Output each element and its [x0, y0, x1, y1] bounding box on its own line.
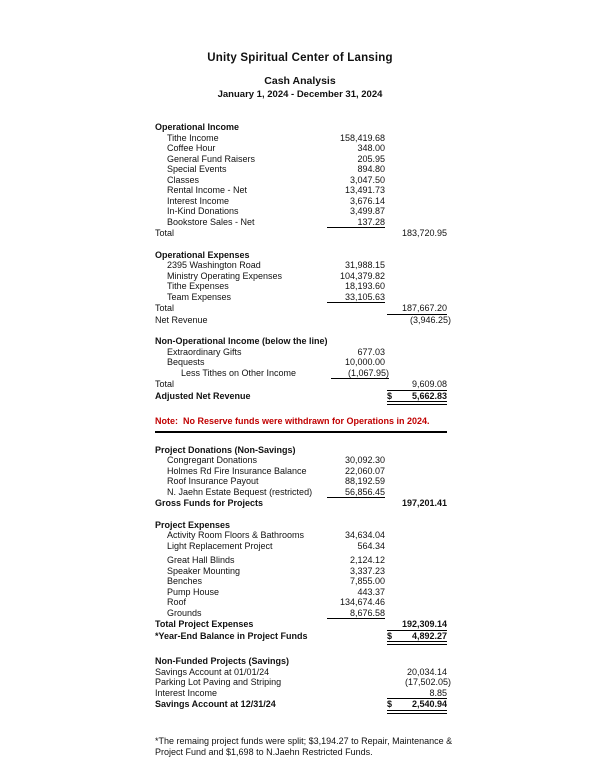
row-amount-detail: 677.03	[357, 346, 385, 357]
dollar-sign: $	[387, 699, 393, 709]
row-label: Total	[155, 379, 175, 389]
table-row	[155, 175, 447, 186]
table-row	[155, 476, 447, 487]
row-label: Classes	[167, 174, 200, 185]
table-row	[155, 185, 447, 196]
row-label: Parking Lot Paving and Striping	[155, 677, 282, 687]
table-row	[155, 303, 447, 315]
row-amount-detail: 7,855.00	[349, 576, 385, 586]
row-amount-detail: 3,047.50	[349, 174, 385, 185]
section	[155, 520, 447, 646]
lower-sections	[155, 444, 451, 714]
row-label: In-Kind Donations	[167, 206, 239, 216]
table-row	[155, 260, 447, 271]
table-row	[155, 677, 451, 688]
row-amount-detail: 8,676.58	[327, 608, 385, 620]
table-row	[155, 281, 447, 292]
table-row	[155, 688, 447, 700]
table-row	[155, 576, 447, 587]
section-header: Operational Income	[155, 122, 240, 132]
row-amount-total: (3,946.25)	[409, 314, 451, 325]
row-amount-detail: 443.37	[357, 586, 385, 597]
row-amount-total: 187,667.20	[387, 303, 447, 315]
table-row	[155, 530, 447, 541]
row-amount-value: 5,662.83	[411, 390, 447, 401]
row-label: Gross Funds for Projects	[155, 498, 264, 508]
row-amount-detail: 33,105.63	[327, 292, 385, 304]
table-row	[155, 566, 447, 577]
title-block	[0, 0, 600, 100]
row-amount-total	[387, 699, 447, 714]
row-label: Tithe Income	[167, 132, 219, 143]
row-amount-detail: 88,192.59	[344, 476, 385, 486]
section	[155, 122, 447, 239]
row-label: Pump House	[167, 586, 220, 597]
section	[155, 445, 447, 509]
row-label: Extraordinary Gifts	[167, 346, 242, 357]
row-label: Adjusted Net Revenue	[155, 390, 251, 401]
note-text: Note: No Reserve funds were withdrawn for Operations in 2024.	[155, 416, 430, 426]
table-row	[155, 143, 447, 154]
row-label: Benches	[167, 576, 203, 586]
note-divider	[155, 431, 447, 433]
table-row	[155, 196, 447, 207]
doc-subtitle: Cash Analysis	[264, 75, 336, 87]
row-amount-detail: 30,092.30	[344, 455, 385, 465]
table-row	[155, 154, 447, 165]
table-row	[155, 667, 447, 678]
row-amount-total: 20,034.14	[406, 666, 447, 677]
table-row	[155, 455, 447, 466]
row-label: Great Hall Blinds	[167, 555, 235, 565]
row-label: Roof Insurance Payout	[167, 476, 259, 486]
row-amount-detail: 10,000.00	[344, 357, 385, 367]
row-amount-total: 192,309.14	[387, 619, 447, 631]
row-label: Interest Income	[155, 687, 218, 698]
row-label: Holmes Rd Fire Insurance Balance	[167, 465, 307, 476]
row-amount-detail: 56,856.45	[327, 487, 385, 499]
row-amount-total: 197,201.41	[401, 498, 447, 508]
row-amount-total	[387, 391, 447, 406]
row-amount-detail: (1,067.95)	[331, 368, 389, 380]
row-amount-detail: 158,419.68	[339, 132, 385, 143]
dollar-sign: $	[387, 630, 393, 641]
row-amount-value: 2,540.94	[411, 699, 447, 709]
row-label: Team Expenses	[167, 291, 232, 302]
table-row	[155, 292, 447, 304]
row-label: Interest Income	[167, 195, 230, 206]
row-label: Roof	[167, 597, 187, 607]
row-label: Less Tithes on Other Income	[181, 367, 297, 378]
page-title: Unity Spiritual Center of Lansing	[207, 52, 393, 64]
row-label: Ministry Operating Expenses	[167, 270, 283, 281]
row-amount-total: (17,502.05)	[404, 677, 451, 687]
row-amount-detail: 134,674.46	[339, 597, 385, 607]
row-amount-total: 8.85	[387, 688, 447, 700]
row-label: Special Events	[167, 164, 227, 174]
doc-period: January 1, 2024 - December 31, 2024	[217, 89, 383, 100]
row-label: Savings Account at 01/01/24	[155, 666, 270, 677]
table-row	[155, 498, 447, 509]
section	[155, 249, 451, 326]
row-amount-detail: 34,634.04	[344, 530, 385, 540]
table-row	[155, 587, 447, 598]
row-label: Tithe Expenses	[167, 281, 229, 291]
table-row	[155, 597, 447, 608]
row-label: Savings Account at 12/31/24	[155, 699, 276, 709]
row-label: *Year-End Balance in Project Funds	[155, 630, 308, 641]
row-label: Total	[155, 303, 175, 313]
table-row	[155, 379, 447, 391]
row-amount-detail: 18,193.60	[344, 281, 385, 291]
statement-body	[155, 122, 453, 758]
row-amount-detail: 22,060.07	[344, 465, 385, 476]
dollar-sign: $	[387, 390, 393, 401]
row-label: Bequests	[167, 357, 205, 367]
table-row	[155, 217, 447, 229]
section-header: Operational Expenses	[155, 249, 250, 260]
table-row	[155, 314, 451, 326]
section	[155, 336, 447, 405]
row-amount-value: 4,892.27	[411, 630, 447, 641]
table-row	[155, 391, 447, 406]
note-block	[155, 416, 447, 433]
row-label: Net Revenue	[155, 314, 208, 325]
table-row	[155, 619, 447, 631]
row-amount-detail: 137.28	[327, 217, 385, 229]
section	[155, 656, 451, 714]
table-row	[155, 487, 447, 499]
row-amount-detail: 564.34	[357, 540, 385, 551]
row-amount-detail: 3,499.87	[349, 206, 385, 216]
footnote-line-1: *The remaing project funds were split; $3,194.27 to Repair, Maintenance &	[155, 735, 453, 746]
table-row	[155, 133, 447, 144]
table-row	[155, 357, 447, 368]
upper-sections	[155, 122, 451, 405]
row-label: Congregant Donations	[167, 455, 258, 465]
row-amount-total: 9,609.08	[387, 379, 447, 391]
footnote-line-2: Project Fund and $1,698 to N.Jaehn Restricted Funds.	[155, 746, 373, 757]
table-row	[155, 608, 447, 620]
row-label: Total	[155, 228, 175, 238]
table-row	[155, 541, 447, 552]
row-label: General Fund Raisers	[167, 153, 256, 164]
table-row	[155, 347, 447, 358]
row-label: N. Jaehn Estate Bequest (restricted)	[167, 486, 313, 497]
section-header: Project Donations (Non-Savings)	[155, 444, 296, 455]
row-amount-detail: 2,124.12	[349, 555, 385, 565]
row-label: Bookstore Sales - Net	[167, 216, 255, 227]
table-row	[155, 206, 447, 217]
row-amount-total	[387, 631, 447, 646]
row-amount-detail: 104,379.82	[339, 270, 385, 281]
section-header: Project Expenses	[155, 519, 231, 530]
table-row	[155, 631, 447, 646]
table-row	[155, 228, 447, 239]
section-header: Non-Operational Income (below the line)	[155, 336, 328, 346]
table-row	[155, 555, 447, 566]
row-amount-detail: 205.95	[357, 153, 385, 164]
table-row	[155, 271, 447, 282]
table-row	[155, 368, 447, 380]
row-label: Light Replacement Project	[167, 540, 273, 551]
row-label: Grounds	[167, 607, 202, 618]
row-amount-detail: 3,676.14	[349, 195, 385, 206]
row-amount-total: 183,720.95	[401, 228, 447, 238]
row-label: Total Project Expenses	[155, 619, 254, 629]
table-row	[155, 164, 447, 175]
footnote	[155, 735, 453, 758]
table-row	[155, 466, 447, 477]
row-amount-detail: 894.80	[357, 164, 385, 174]
row-amount-detail: 13,491.73	[344, 185, 385, 195]
row-label: 2395 Washington Road	[167, 260, 261, 270]
row-label: Rental Income - Net	[167, 185, 248, 195]
row-amount-detail: 3,337.23	[349, 565, 385, 576]
table-row	[155, 699, 447, 714]
row-label: Activity Room Floors & Bathrooms	[167, 530, 305, 540]
row-label: Speaker Mounting	[167, 565, 241, 576]
row-amount-detail: 31,988.15	[344, 260, 385, 270]
row-label: Coffee Hour	[167, 143, 216, 153]
row-amount-detail: 348.00	[357, 143, 385, 153]
section-header: Non-Funded Projects (Savings)	[155, 656, 290, 666]
